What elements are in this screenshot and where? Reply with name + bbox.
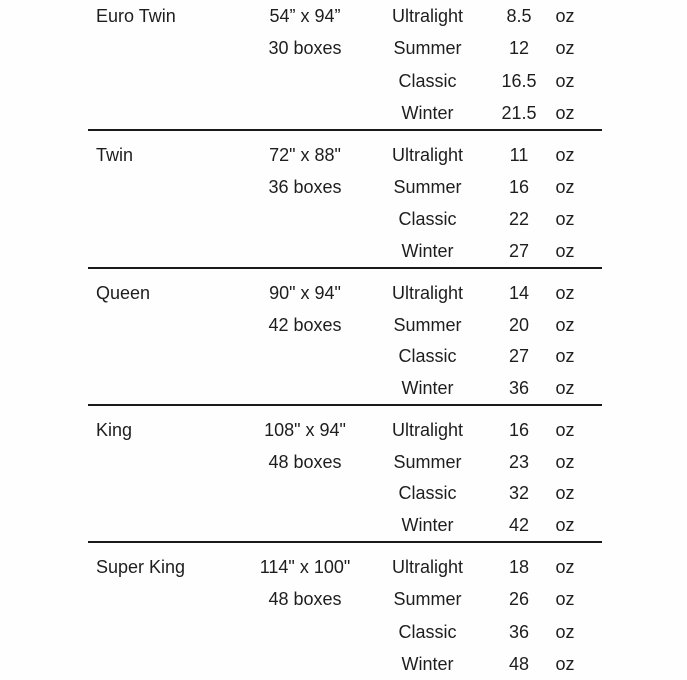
weight-unit: oz	[555, 102, 575, 123]
size-dimensions: 114" x 100"	[259, 557, 351, 578]
size-dimensions: 90" x 94"	[269, 282, 341, 303]
weight-unit: oz	[555, 483, 575, 504]
boxes-count: 30 boxes	[268, 38, 342, 59]
spec-row	[88, 551, 602, 583]
spec-row	[88, 0, 602, 32]
weight-value: 8.5	[506, 6, 532, 27]
spec-row	[88, 65, 602, 97]
size-dimensions: 72" x 88"	[269, 145, 341, 165]
weight-unit: oz	[555, 314, 575, 335]
boxes-count: 48 boxes	[268, 589, 342, 610]
spec-row	[88, 171, 602, 203]
size-dimensions: 54” x 94”	[269, 6, 341, 27]
fill-label: Summer	[393, 177, 462, 197]
size-section-euro-twin	[88, 0, 602, 131]
weight-value: 12	[508, 38, 530, 59]
weight-unit: oz	[555, 145, 575, 165]
fill-label: Classic	[398, 621, 457, 642]
fill-label: Classic	[398, 70, 457, 91]
weight-value: 42	[508, 515, 530, 536]
size-name: King	[96, 419, 133, 440]
weight-value: 22	[508, 209, 530, 229]
fill-label: Winter	[401, 241, 454, 261]
spec-row	[88, 509, 602, 541]
spec-row	[88, 97, 602, 129]
fill-label: Classic	[398, 483, 457, 504]
size-section-twin	[88, 131, 602, 269]
spec-row	[88, 446, 602, 478]
weight-value: 16.5	[501, 70, 537, 91]
weight-unit: oz	[555, 378, 575, 399]
fill-label: Summer	[393, 451, 462, 472]
fill-label: Classic	[398, 209, 457, 229]
weight-value: 21.5	[501, 102, 537, 123]
size-section-queen	[88, 269, 602, 406]
size-name: Super King	[96, 557, 186, 578]
weight-value: 26	[508, 589, 530, 610]
weight-unit: oz	[555, 177, 575, 197]
size-section-king	[88, 406, 602, 543]
weight-value: 14	[508, 282, 530, 303]
spec-row	[88, 478, 602, 510]
weight-unit: oz	[555, 419, 575, 440]
fill-label: Ultralight	[391, 6, 464, 27]
weight-unit: oz	[555, 241, 575, 261]
fill-label: Winter	[401, 515, 454, 536]
fill-label: Winter	[401, 378, 454, 399]
weight-value: 32	[508, 483, 530, 504]
spec-row	[88, 203, 602, 235]
weight-value: 11	[509, 145, 529, 165]
spec-row	[88, 309, 602, 341]
weight-unit: oz	[555, 621, 575, 642]
weight-value: 20	[508, 314, 530, 335]
spec-row	[88, 32, 602, 64]
fill-label: Ultralight	[391, 282, 464, 303]
spec-row	[88, 139, 602, 171]
weight-value: 36	[508, 378, 530, 399]
size-weight-table	[88, 0, 602, 680]
spec-row	[88, 648, 602, 680]
boxes-count: 42 boxes	[268, 314, 342, 335]
weight-unit: oz	[555, 6, 575, 27]
weight-value: 16	[508, 419, 530, 440]
size-name: Twin	[96, 145, 134, 165]
weight-value: 27	[508, 346, 530, 367]
weight-unit: oz	[555, 70, 575, 91]
fill-label: Classic	[398, 346, 457, 367]
boxes-count: 36 boxes	[268, 177, 342, 197]
fill-label: Winter	[401, 653, 454, 674]
size-name: Queen	[96, 282, 151, 303]
weight-value: 16	[508, 177, 530, 197]
weight-value: 48	[508, 653, 530, 674]
size-dimensions: 108" x 94"	[264, 419, 346, 440]
spec-row	[88, 414, 602, 446]
fill-label: Summer	[393, 589, 462, 610]
spec-row	[88, 616, 602, 648]
spec-row	[88, 583, 602, 615]
weight-unit: oz	[555, 557, 575, 578]
size-section-super-king	[88, 543, 602, 680]
weight-unit: oz	[555, 515, 575, 536]
weight-value: 23	[508, 451, 530, 472]
weight-value: 27	[508, 241, 530, 261]
spec-row	[88, 235, 602, 267]
fill-label: Summer	[393, 38, 462, 59]
weight-unit: oz	[555, 209, 575, 229]
fill-label: Ultralight	[391, 145, 464, 165]
boxes-count: 48 boxes	[268, 451, 342, 472]
fill-label: Ultralight	[391, 419, 464, 440]
spec-row	[88, 277, 602, 309]
weight-unit: oz	[555, 653, 575, 674]
weight-value: 36	[508, 621, 530, 642]
spec-row	[88, 372, 602, 404]
weight-unit: oz	[555, 38, 575, 59]
weight-unit: oz	[555, 346, 575, 367]
weight-unit: oz	[555, 282, 575, 303]
fill-label: Ultralight	[391, 557, 464, 578]
spec-row	[88, 341, 602, 373]
weight-value: 18	[508, 557, 530, 578]
size-name: Euro Twin	[96, 6, 176, 27]
fill-label: Winter	[401, 102, 454, 123]
weight-unit: oz	[555, 451, 575, 472]
weight-unit: oz	[555, 589, 575, 610]
fill-label: Summer	[393, 314, 462, 335]
